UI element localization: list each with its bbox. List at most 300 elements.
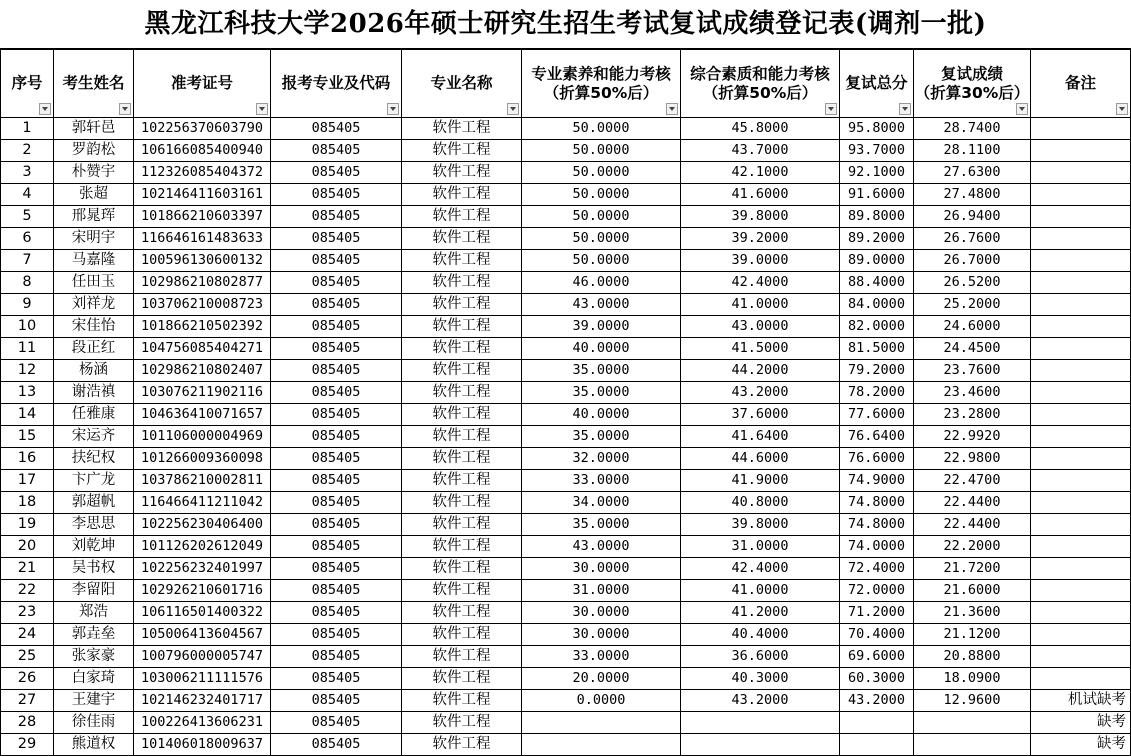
quality-score-cell[interactable]: 41.5000 (681, 338, 840, 360)
total-cell[interactable]: 95.8000 (840, 118, 914, 140)
retest-score-cell[interactable]: 21.3600 (914, 602, 1031, 624)
remark-cell[interactable] (1031, 250, 1131, 272)
quality-score-cell[interactable]: 39.0000 (681, 250, 840, 272)
remark-cell[interactable] (1031, 492, 1131, 514)
remark-cell[interactable] (1031, 624, 1131, 646)
retest-score-cell[interactable]: 26.7000 (914, 250, 1031, 272)
major-name-cell[interactable]: 软件工程 (402, 140, 522, 162)
skill-score-cell[interactable]: 30.0000 (522, 602, 681, 624)
name-cell[interactable]: 郭超帆 (54, 492, 134, 514)
major-name-cell[interactable]: 软件工程 (402, 272, 522, 294)
seq-cell[interactable]: 16 (1, 448, 54, 470)
major-code-cell[interactable]: 085405 (271, 734, 402, 756)
total-cell[interactable]: 89.2000 (840, 228, 914, 250)
name-cell[interactable]: 罗韵松 (54, 140, 134, 162)
major-name-cell[interactable]: 软件工程 (402, 118, 522, 140)
seq-cell[interactable]: 7 (1, 250, 54, 272)
ticket-cell[interactable]: 101266009360098 (134, 448, 271, 470)
retest-score-cell[interactable]: 23.4600 (914, 382, 1031, 404)
major-name-cell[interactable]: 软件工程 (402, 338, 522, 360)
skill-score-cell[interactable]: 31.0000 (522, 580, 681, 602)
total-cell[interactable]: 84.0000 (840, 294, 914, 316)
seq-cell[interactable]: 27 (1, 690, 54, 712)
filter-dropdown-icon[interactable] (1116, 103, 1128, 115)
retest-score-cell[interactable]: 28.7400 (914, 118, 1031, 140)
remark-cell[interactable]: 机试缺考 (1031, 690, 1131, 712)
quality-score-cell[interactable]: 39.2000 (681, 228, 840, 250)
name-cell[interactable]: 刘乾坤 (54, 536, 134, 558)
ticket-cell[interactable]: 102256230406400 (134, 514, 271, 536)
total-cell[interactable]: 74.8000 (840, 492, 914, 514)
quality-score-cell[interactable]: 41.6000 (681, 184, 840, 206)
seq-cell[interactable]: 19 (1, 514, 54, 536)
skill-score-cell[interactable]: 35.0000 (522, 426, 681, 448)
total-cell[interactable]: 72.4000 (840, 558, 914, 580)
seq-cell[interactable]: 20 (1, 536, 54, 558)
name-cell[interactable]: 谢浩禛 (54, 382, 134, 404)
seq-cell[interactable]: 3 (1, 162, 54, 184)
major-name-cell[interactable]: 软件工程 (402, 734, 522, 756)
quality-score-cell[interactable] (681, 734, 840, 756)
seq-cell[interactable]: 4 (1, 184, 54, 206)
total-cell[interactable]: 79.2000 (840, 360, 914, 382)
major-name-cell[interactable]: 软件工程 (402, 514, 522, 536)
name-cell[interactable]: 马嘉隆 (54, 250, 134, 272)
retest-score-cell[interactable]: 24.4500 (914, 338, 1031, 360)
skill-score-cell[interactable]: 32.0000 (522, 448, 681, 470)
major-code-cell[interactable]: 085405 (271, 690, 402, 712)
ticket-cell[interactable]: 102986210802877 (134, 272, 271, 294)
skill-score-cell[interactable]: 30.0000 (522, 558, 681, 580)
name-cell[interactable]: 宋佳怡 (54, 316, 134, 338)
remark-cell[interactable]: 缺考 (1031, 734, 1131, 756)
remark-cell[interactable] (1031, 206, 1131, 228)
skill-score-cell[interactable]: 40.0000 (522, 404, 681, 426)
total-cell[interactable]: 82.0000 (840, 316, 914, 338)
name-cell[interactable]: 徐佳雨 (54, 712, 134, 734)
major-name-cell[interactable]: 软件工程 (402, 712, 522, 734)
name-cell[interactable]: 郭垚垒 (54, 624, 134, 646)
total-cell[interactable]: 70.4000 (840, 624, 914, 646)
major-name-cell[interactable]: 软件工程 (402, 184, 522, 206)
quality-score-cell[interactable]: 45.8000 (681, 118, 840, 140)
major-code-cell[interactable]: 085405 (271, 250, 402, 272)
seq-cell[interactable]: 5 (1, 206, 54, 228)
skill-score-cell[interactable]: 35.0000 (522, 360, 681, 382)
name-cell[interactable]: 宋明宇 (54, 228, 134, 250)
quality-score-cell[interactable]: 31.0000 (681, 536, 840, 558)
major-name-cell[interactable]: 软件工程 (402, 404, 522, 426)
seq-cell[interactable]: 6 (1, 228, 54, 250)
major-code-cell[interactable]: 085405 (271, 228, 402, 250)
major-code-cell[interactable]: 085405 (271, 140, 402, 162)
skill-score-cell[interactable]: 50.0000 (522, 250, 681, 272)
seq-cell[interactable]: 10 (1, 316, 54, 338)
ticket-cell[interactable]: 101866210502392 (134, 316, 271, 338)
ticket-cell[interactable]: 104636410071657 (134, 404, 271, 426)
filter-dropdown-icon[interactable] (507, 103, 519, 115)
retest-score-cell[interactable]: 22.4400 (914, 514, 1031, 536)
name-cell[interactable]: 李留阳 (54, 580, 134, 602)
seq-cell[interactable]: 2 (1, 140, 54, 162)
major-name-cell[interactable]: 软件工程 (402, 668, 522, 690)
major-code-cell[interactable]: 085405 (271, 580, 402, 602)
remark-cell[interactable] (1031, 162, 1131, 184)
major-name-cell[interactable]: 软件工程 (402, 316, 522, 338)
major-name-cell[interactable]: 软件工程 (402, 360, 522, 382)
major-code-cell[interactable]: 085405 (271, 426, 402, 448)
skill-score-cell[interactable]: 50.0000 (522, 184, 681, 206)
quality-score-cell[interactable]: 43.2000 (681, 690, 840, 712)
retest-score-cell[interactable]: 22.4400 (914, 492, 1031, 514)
ticket-cell[interactable]: 101126202612049 (134, 536, 271, 558)
seq-cell[interactable]: 24 (1, 624, 54, 646)
skill-score-cell[interactable]: 35.0000 (522, 382, 681, 404)
major-name-cell[interactable]: 软件工程 (402, 602, 522, 624)
name-cell[interactable]: 张家豪 (54, 646, 134, 668)
retest-score-cell[interactable]: 27.4800 (914, 184, 1031, 206)
major-name-cell[interactable]: 软件工程 (402, 206, 522, 228)
name-cell[interactable]: 卞广龙 (54, 470, 134, 492)
seq-cell[interactable]: 9 (1, 294, 54, 316)
major-code-cell[interactable]: 085405 (271, 448, 402, 470)
major-code-cell[interactable]: 085405 (271, 162, 402, 184)
retest-score-cell[interactable]: 22.2000 (914, 536, 1031, 558)
major-code-cell[interactable]: 085405 (271, 514, 402, 536)
retest-score-cell[interactable]: 12.9600 (914, 690, 1031, 712)
major-code-cell[interactable]: 085405 (271, 118, 402, 140)
retest-score-cell[interactable]: 23.7600 (914, 360, 1031, 382)
remark-cell[interactable] (1031, 514, 1131, 536)
major-code-cell[interactable]: 085405 (271, 602, 402, 624)
quality-score-cell[interactable]: 42.1000 (681, 162, 840, 184)
total-cell[interactable]: 89.0000 (840, 250, 914, 272)
quality-score-cell[interactable]: 44.2000 (681, 360, 840, 382)
retest-score-cell[interactable]: 22.9800 (914, 448, 1031, 470)
remark-cell[interactable] (1031, 470, 1131, 492)
ticket-cell[interactable]: 102146232401717 (134, 690, 271, 712)
name-cell[interactable]: 吴书权 (54, 558, 134, 580)
ticket-cell[interactable]: 102256370603790 (134, 118, 271, 140)
ticket-cell[interactable]: 103006211111576 (134, 668, 271, 690)
quality-score-cell[interactable]: 39.8000 (681, 514, 840, 536)
major-code-cell[interactable]: 085405 (271, 206, 402, 228)
filter-dropdown-icon[interactable] (666, 103, 678, 115)
quality-score-cell[interactable] (681, 712, 840, 734)
total-cell[interactable]: 91.6000 (840, 184, 914, 206)
ticket-cell[interactable]: 101406018009637 (134, 734, 271, 756)
ticket-cell[interactable]: 101866210603397 (134, 206, 271, 228)
remark-cell[interactable] (1031, 184, 1131, 206)
skill-score-cell[interactable]: 50.0000 (522, 206, 681, 228)
quality-score-cell[interactable]: 42.4000 (681, 272, 840, 294)
major-code-cell[interactable]: 085405 (271, 668, 402, 690)
quality-score-cell[interactable]: 41.9000 (681, 470, 840, 492)
total-cell[interactable]: 92.1000 (840, 162, 914, 184)
name-cell[interactable]: 任雅康 (54, 404, 134, 426)
filter-dropdown-icon[interactable] (39, 103, 51, 115)
name-cell[interactable]: 朴赞宇 (54, 162, 134, 184)
name-cell[interactable]: 李思思 (54, 514, 134, 536)
major-name-cell[interactable]: 软件工程 (402, 536, 522, 558)
skill-score-cell[interactable]: 0.0000 (522, 690, 681, 712)
skill-score-cell[interactable]: 35.0000 (522, 514, 681, 536)
skill-score-cell[interactable]: 20.0000 (522, 668, 681, 690)
name-cell[interactable]: 王建宇 (54, 690, 134, 712)
retest-score-cell[interactable]: 22.9920 (914, 426, 1031, 448)
filter-dropdown-icon[interactable] (825, 103, 837, 115)
seq-cell[interactable]: 18 (1, 492, 54, 514)
filter-dropdown-icon[interactable] (256, 103, 268, 115)
retest-score-cell[interactable]: 21.1200 (914, 624, 1031, 646)
seq-cell[interactable]: 26 (1, 668, 54, 690)
major-code-cell[interactable]: 085405 (271, 712, 402, 734)
seq-cell[interactable]: 17 (1, 470, 54, 492)
retest-score-cell[interactable] (914, 712, 1031, 734)
major-code-cell[interactable]: 085405 (271, 624, 402, 646)
seq-cell[interactable]: 28 (1, 712, 54, 734)
remark-cell[interactable] (1031, 646, 1131, 668)
ticket-cell[interactable]: 102926210601716 (134, 580, 271, 602)
remark-cell[interactable] (1031, 580, 1131, 602)
remark-cell[interactable] (1031, 382, 1131, 404)
retest-score-cell[interactable]: 25.2000 (914, 294, 1031, 316)
ticket-cell[interactable]: 101106000004969 (134, 426, 271, 448)
quality-score-cell[interactable]: 41.6400 (681, 426, 840, 448)
quality-score-cell[interactable]: 44.6000 (681, 448, 840, 470)
retest-score-cell[interactable]: 21.6000 (914, 580, 1031, 602)
seq-cell[interactable]: 15 (1, 426, 54, 448)
quality-score-cell[interactable]: 41.2000 (681, 602, 840, 624)
retest-score-cell[interactable]: 20.8800 (914, 646, 1031, 668)
filter-dropdown-icon[interactable] (387, 103, 399, 115)
remark-cell[interactable] (1031, 448, 1131, 470)
major-name-cell[interactable]: 软件工程 (402, 228, 522, 250)
skill-score-cell[interactable] (522, 712, 681, 734)
major-name-cell[interactable]: 软件工程 (402, 448, 522, 470)
seq-cell[interactable]: 12 (1, 360, 54, 382)
quality-score-cell[interactable]: 41.0000 (681, 580, 840, 602)
retest-score-cell[interactable]: 27.6300 (914, 162, 1031, 184)
major-code-cell[interactable]: 085405 (271, 184, 402, 206)
ticket-cell[interactable]: 112326085404372 (134, 162, 271, 184)
major-code-cell[interactable]: 085405 (271, 404, 402, 426)
total-cell[interactable]: 81.5000 (840, 338, 914, 360)
remark-cell[interactable] (1031, 316, 1131, 338)
seq-cell[interactable]: 11 (1, 338, 54, 360)
total-cell[interactable]: 72.0000 (840, 580, 914, 602)
filter-dropdown-icon[interactable] (899, 103, 911, 115)
total-cell[interactable]: 71.2000 (840, 602, 914, 624)
major-code-cell[interactable]: 085405 (271, 338, 402, 360)
ticket-cell[interactable]: 104756085404271 (134, 338, 271, 360)
seq-cell[interactable]: 25 (1, 646, 54, 668)
major-code-cell[interactable]: 085405 (271, 536, 402, 558)
total-cell[interactable]: 74.8000 (840, 514, 914, 536)
skill-score-cell[interactable]: 39.0000 (522, 316, 681, 338)
ticket-cell[interactable]: 103786210002811 (134, 470, 271, 492)
ticket-cell[interactable]: 106166085400940 (134, 140, 271, 162)
name-cell[interactable]: 杨涵 (54, 360, 134, 382)
ticket-cell[interactable]: 100226413606231 (134, 712, 271, 734)
total-cell[interactable] (840, 712, 914, 734)
total-cell[interactable]: 43.2000 (840, 690, 914, 712)
major-name-cell[interactable]: 软件工程 (402, 558, 522, 580)
quality-score-cell[interactable]: 40.4000 (681, 624, 840, 646)
quality-score-cell[interactable]: 40.8000 (681, 492, 840, 514)
remark-cell[interactable] (1031, 536, 1131, 558)
quality-score-cell[interactable]: 40.3000 (681, 668, 840, 690)
major-name-cell[interactable]: 软件工程 (402, 162, 522, 184)
seq-cell[interactable]: 14 (1, 404, 54, 426)
major-name-cell[interactable]: 软件工程 (402, 470, 522, 492)
name-cell[interactable]: 熊道权 (54, 734, 134, 756)
major-code-cell[interactable]: 085405 (271, 294, 402, 316)
major-name-cell[interactable]: 软件工程 (402, 426, 522, 448)
quality-score-cell[interactable]: 43.7000 (681, 140, 840, 162)
major-code-cell[interactable]: 085405 (271, 382, 402, 404)
seq-cell[interactable]: 13 (1, 382, 54, 404)
major-code-cell[interactable]: 085405 (271, 316, 402, 338)
seq-cell[interactable]: 1 (1, 118, 54, 140)
skill-score-cell[interactable]: 30.0000 (522, 624, 681, 646)
skill-score-cell[interactable]: 50.0000 (522, 162, 681, 184)
skill-score-cell[interactable]: 43.0000 (522, 536, 681, 558)
name-cell[interactable]: 段正红 (54, 338, 134, 360)
remark-cell[interactable] (1031, 338, 1131, 360)
remark-cell[interactable] (1031, 272, 1131, 294)
retest-score-cell[interactable]: 26.9400 (914, 206, 1031, 228)
total-cell[interactable]: 88.4000 (840, 272, 914, 294)
major-name-cell[interactable]: 软件工程 (402, 580, 522, 602)
name-cell[interactable]: 宋运齐 (54, 426, 134, 448)
skill-score-cell[interactable]: 50.0000 (522, 228, 681, 250)
skill-score-cell[interactable]: 50.0000 (522, 140, 681, 162)
remark-cell[interactable] (1031, 118, 1131, 140)
total-cell[interactable]: 89.8000 (840, 206, 914, 228)
name-cell[interactable]: 白家琦 (54, 668, 134, 690)
retest-score-cell[interactable] (914, 734, 1031, 756)
total-cell[interactable]: 60.3000 (840, 668, 914, 690)
remark-cell[interactable] (1031, 404, 1131, 426)
name-cell[interactable]: 郑浩 (54, 602, 134, 624)
skill-score-cell[interactable]: 40.0000 (522, 338, 681, 360)
remark-cell[interactable] (1031, 558, 1131, 580)
name-cell[interactable]: 扶纪权 (54, 448, 134, 470)
major-code-cell[interactable]: 085405 (271, 470, 402, 492)
retest-score-cell[interactable]: 28.1100 (914, 140, 1031, 162)
ticket-cell[interactable]: 105006413604567 (134, 624, 271, 646)
skill-score-cell[interactable]: 34.0000 (522, 492, 681, 514)
quality-score-cell[interactable]: 41.0000 (681, 294, 840, 316)
major-code-cell[interactable]: 085405 (271, 492, 402, 514)
skill-score-cell[interactable]: 43.0000 (522, 294, 681, 316)
total-cell[interactable]: 93.7000 (840, 140, 914, 162)
major-code-cell[interactable]: 085405 (271, 558, 402, 580)
ticket-cell[interactable]: 106116501400322 (134, 602, 271, 624)
remark-cell[interactable] (1031, 228, 1131, 250)
remark-cell[interactable] (1031, 294, 1131, 316)
retest-score-cell[interactable]: 18.0900 (914, 668, 1031, 690)
seq-cell[interactable]: 22 (1, 580, 54, 602)
seq-cell[interactable]: 23 (1, 602, 54, 624)
major-name-cell[interactable]: 软件工程 (402, 250, 522, 272)
name-cell[interactable]: 刘祥龙 (54, 294, 134, 316)
total-cell[interactable]: 77.6000 (840, 404, 914, 426)
quality-score-cell[interactable]: 43.2000 (681, 382, 840, 404)
total-cell[interactable]: 78.2000 (840, 382, 914, 404)
retest-score-cell[interactable]: 21.7200 (914, 558, 1031, 580)
seq-cell[interactable]: 8 (1, 272, 54, 294)
seq-cell[interactable]: 21 (1, 558, 54, 580)
total-cell[interactable]: 74.9000 (840, 470, 914, 492)
quality-score-cell[interactable]: 37.6000 (681, 404, 840, 426)
ticket-cell[interactable]: 103706210008723 (134, 294, 271, 316)
filter-dropdown-icon[interactable] (1016, 103, 1028, 115)
total-cell[interactable]: 74.0000 (840, 536, 914, 558)
skill-score-cell[interactable] (522, 734, 681, 756)
ticket-cell[interactable]: 102256232401997 (134, 558, 271, 580)
skill-score-cell[interactable]: 33.0000 (522, 470, 681, 492)
seq-cell[interactable]: 29 (1, 734, 54, 756)
major-name-cell[interactable]: 软件工程 (402, 690, 522, 712)
filter-dropdown-icon[interactable] (119, 103, 131, 115)
name-cell[interactable]: 邢晁珲 (54, 206, 134, 228)
major-code-cell[interactable]: 085405 (271, 360, 402, 382)
ticket-cell[interactable]: 102146411603161 (134, 184, 271, 206)
major-name-cell[interactable]: 软件工程 (402, 382, 522, 404)
skill-score-cell[interactable]: 33.0000 (522, 646, 681, 668)
major-name-cell[interactable]: 软件工程 (402, 294, 522, 316)
remark-cell[interactable] (1031, 602, 1131, 624)
quality-score-cell[interactable]: 43.0000 (681, 316, 840, 338)
retest-score-cell[interactable]: 26.7600 (914, 228, 1031, 250)
name-cell[interactable]: 郭轩邑 (54, 118, 134, 140)
major-code-cell[interactable]: 085405 (271, 646, 402, 668)
skill-score-cell[interactable]: 50.0000 (522, 118, 681, 140)
remark-cell[interactable] (1031, 140, 1131, 162)
remark-cell[interactable]: 缺考 (1031, 712, 1131, 734)
total-cell[interactable]: 76.6400 (840, 426, 914, 448)
major-code-cell[interactable]: 085405 (271, 272, 402, 294)
remark-cell[interactable] (1031, 668, 1131, 690)
skill-score-cell[interactable]: 46.0000 (522, 272, 681, 294)
name-cell[interactable]: 张超 (54, 184, 134, 206)
major-name-cell[interactable]: 软件工程 (402, 646, 522, 668)
remark-cell[interactable] (1031, 426, 1131, 448)
total-cell[interactable]: 69.6000 (840, 646, 914, 668)
ticket-cell[interactable]: 100596130600132 (134, 250, 271, 272)
ticket-cell[interactable]: 100796000005747 (134, 646, 271, 668)
retest-score-cell[interactable]: 26.5200 (914, 272, 1031, 294)
ticket-cell[interactable]: 103076211902116 (134, 382, 271, 404)
total-cell[interactable]: 76.6000 (840, 448, 914, 470)
total-cell[interactable] (840, 734, 914, 756)
ticket-cell[interactable]: 102986210802407 (134, 360, 271, 382)
retest-score-cell[interactable]: 22.4700 (914, 470, 1031, 492)
name-cell[interactable]: 任田玉 (54, 272, 134, 294)
quality-score-cell[interactable]: 39.8000 (681, 206, 840, 228)
major-name-cell[interactable]: 软件工程 (402, 492, 522, 514)
major-name-cell[interactable]: 软件工程 (402, 624, 522, 646)
retest-score-cell[interactable]: 23.2800 (914, 404, 1031, 426)
retest-score-cell[interactable]: 24.6000 (914, 316, 1031, 338)
remark-cell[interactable] (1031, 360, 1131, 382)
quality-score-cell[interactable]: 36.6000 (681, 646, 840, 668)
ticket-cell[interactable]: 116646161483633 (134, 228, 271, 250)
ticket-cell[interactable]: 116466411211042 (134, 492, 271, 514)
quality-score-cell[interactable]: 42.4000 (681, 558, 840, 580)
